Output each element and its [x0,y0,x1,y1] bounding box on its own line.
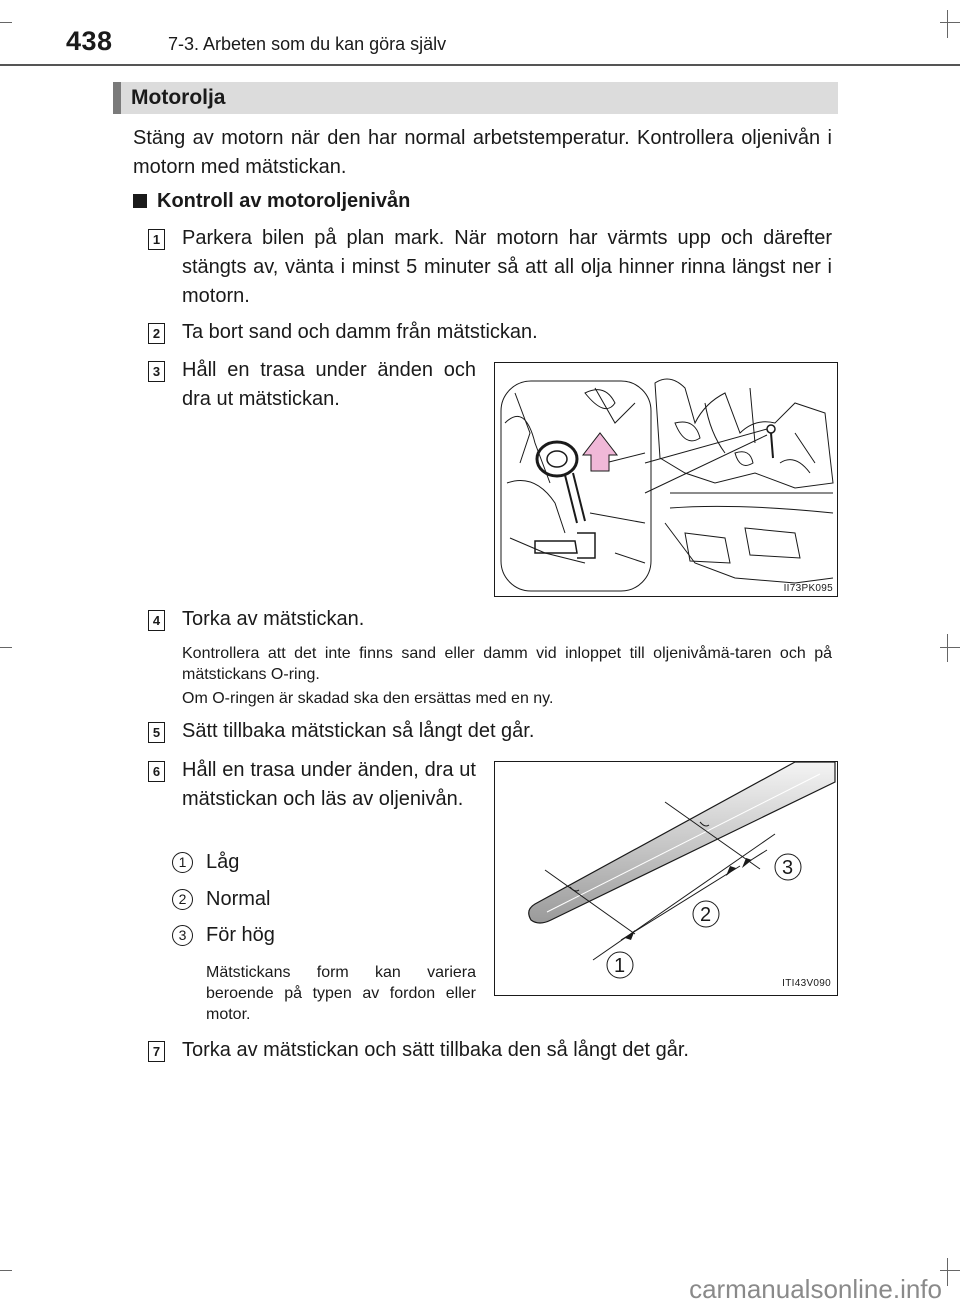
section-title: Motorolja [131,86,226,109]
step-3-text: Håll en trasa under änden och dra ut mätstickan. [182,359,476,410]
dipstick-illustration [495,762,837,995]
step-4-note-2: Om O-ringen är skadad ska den ersättas med en ny. [182,690,554,707]
step-4-text: Torka av mätstickan. [182,608,365,630]
crop-mark [947,634,948,662]
step-number-3: 3 [148,361,165,382]
step-1-text: Parkera bilen på plan mark. När motorn har värmts upp och därefter stängts av, vänta i minst 5 minuter så att all olja hinner rinna längst ner i motorn. [182,227,832,307]
step-7-text: Torka av mätstickan och sätt tillbaka den så långt det går. [182,1039,689,1061]
level-number-1: 1 [172,852,193,873]
crop-mark [940,1270,960,1271]
step-number-5: 5 [148,722,165,743]
level-normal-label: Normal [206,888,271,910]
engine-dipstick-figure [494,362,838,597]
crop-mark [947,10,948,38]
square-bullet-icon [133,194,147,208]
crop-mark [0,1270,12,1271]
step-6-text: Håll en trasa under änden, dra ut mätstickan och läs av oljenivån. [182,759,476,810]
step-number-2: 2 [148,323,165,344]
level-number-2: 2 [172,889,193,910]
step-6-note: Mätstickans form kan variera beroende på typen av fordon eller motor. [206,964,476,1023]
header-divider [0,64,960,66]
page-number: 438 [66,26,113,56]
level-high-label: För hög [206,924,275,946]
section-title-bar [113,82,838,114]
crop-mark [940,22,960,23]
level-low-label: Låg [206,851,240,873]
step-4-note: Kontrollera att det inte finns sand eller damm vid inloppet till oljenivåmä-taren och på mätstickans O-ring. [182,645,832,683]
callout-1: 1 [614,955,626,977]
step-number-6: 6 [148,761,165,782]
chapter-title: 7-3. Arbeten som du kan göra själv [168,34,447,54]
dipstick-level-figure [494,761,838,996]
step-number-1: 1 [148,229,165,250]
subheading [133,190,410,213]
dipstick-figure-code: ITI43V090 [782,978,831,989]
level-number-3: 3 [172,925,193,946]
callout-3: 3 [782,857,794,879]
crop-mark [0,22,12,23]
engine-illustration [495,363,837,596]
crop-mark [947,1258,948,1286]
crop-mark [940,647,960,648]
callout-2: 2 [700,904,712,926]
step-number-4: 4 [148,610,165,631]
intro-paragraph: Stäng av motorn när den har normal arbetstemperatur. Kontrollera oljenivån i motorn med mätstickan. [133,127,832,178]
step-2-text: Ta bort sand och damm från mätstickan. [182,321,538,343]
watermark: carmanualsonline.info [689,1274,942,1304]
crop-mark [0,647,12,648]
engine-figure-code: II73PK095 [783,583,833,594]
step-number-7: 7 [148,1041,165,1062]
step-5-text: Sätt tillbaka mätstickan så långt det går. [182,720,535,742]
subheading-text: Kontroll av motoroljenivån [157,190,411,212]
